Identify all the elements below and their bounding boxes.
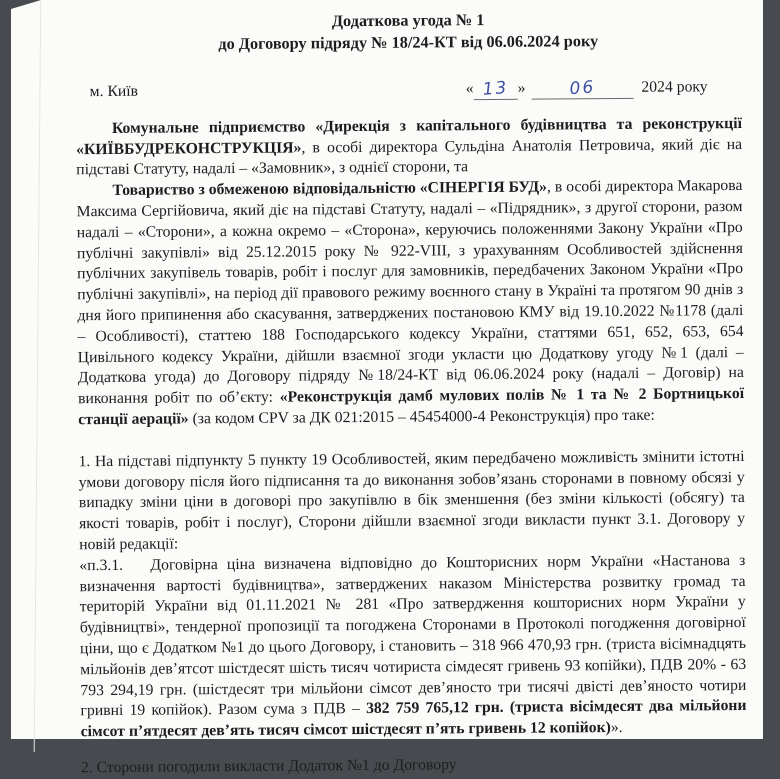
text-segment: 1. На підставі підпункту 5 пункту 19 Особливостей, яким передбачено можливість змінити істотні умови договору після його підписання та до виконання зобов’язань сторонами в повному обсязі у випадку зміни ціни в договорі про закупівлю в бік зменшення (без зміни кількості (обсягу) та якості товарів, робіт і послуг), Сторони дійшли взаємної згоди викласти пункт 3.1. Договору у новій редакції: [78, 447, 746, 554]
party-contractor-paragraph [76, 176, 744, 431]
title-line-1: Додаткова угода № 1 [331, 10, 485, 31]
scan-fold-line [34, 0, 42, 752]
text-segment: , в особі директора Сульдіна Анатолія Петровича, який діє на підставі Статуту, надалі – «Замовник», з однієї сторони, та [76, 135, 743, 179]
text-segment: ». [610, 719, 623, 737]
bold-text-segment: Комунальне підприємство «Дирекція з капітального будівництва та реконструкції «КИЇВБУДРЕКОНСТРУКЦІЯ» [76, 114, 742, 158]
year-label: 2024 року [641, 78, 708, 96]
date-group [466, 77, 742, 100]
document-page [11, 0, 763, 777]
text-segment: (за кодом CPV за ДК 021:2015 – 45454000-4 Реконструкція) про таке: [188, 406, 655, 428]
title-line-2: до Договору підряду № 18/24-КТ від 06.06.2024 року [218, 31, 599, 54]
scan-corner-shadow [11, 0, 41, 9]
bold-text-segment: Товариство з обмеженою відповідальністю «СІНЕРГІЯ БУД» [112, 178, 548, 200]
party-customer-paragraph [76, 114, 742, 182]
clause-2-paragraph-clipped [80, 753, 747, 777]
date-row [76, 77, 742, 103]
handwritten-month: 06 [568, 77, 596, 100]
handwritten-month-slot [531, 79, 633, 100]
text-segment: «п.3.1. Договірна ціна визначена відповідно до Кошторисних норм України «Настанова з визначення вартості будівництва», затверджених наказом Міністерства розвитку громад та територій України від 01.11.2021 № 281 «Про затвердження кошторисних норм України у будівництві», тендерної пропозиції та погоджена Сторонами в Протоколі погодження договірної ціни, що є Додатком №1 до цього Договору, і становить – 318 966 470,93 грн. (триста вісімнадцять мільйонів дев’ятсот шістдесят шість тисяч чотириста сімдесят гривень 93 копійки), ПДВ 20% - 63 793 294,19 грн. (шістдесят три мільйони сімсот дев’яносто три тисячі двісті дев’яносто чотири гривні 19 копійок). Разом сума з ПДВ – [79, 551, 747, 720]
document-body [76, 114, 747, 777]
clause-3-1-paragraph [79, 551, 746, 743]
text-segment: , в особі директора Макарова Максима Сергійовича, який діє на підставі Статуту, надалі – «Підрядник», з другої сторони, разом надалі – «Сторони», а кожна окремо – «Сторона», керуючись положеннями Закону України «Про публічні закупівлі» від 25.12.2015 року № 922-VIII, з урахуванням Особливостей здійснення публічних закупівель товарів, робіт і послуг для замовників, передбачених Законом України «Про публічні закупівлі», на період дії правового режиму воєнного стану в Україні та протягом 90 днів з дня його припинення або скасування, затверджених постановою КМУ від 19.10.2022 №1178 (далі – Особливості), статтею 188 Господарського кодексу України, статтями 651, 652, 653, 654 Цивільного кодексу України, дійшли взаємної згоди укласти цю Додаткову угоду №1 (далі – Додаткова угода) до Договору підряду №18/24-КТ від 06.06.2024 року (надалі – Договір) на виконання робіт по об’єкту: [76, 177, 744, 408]
document-content [75, 7, 747, 777]
bold-text-segment: 382 759 765,12 грн. (триста вісімдесят два мільйони сімсот п’ятдесят дев’ять тисяч сімсот шістдесят п’ять гривень 12 копійок) [80, 697, 747, 741]
clause-1-paragraph [78, 447, 745, 556]
open-quote: « [465, 80, 474, 98]
document-title [75, 7, 741, 56]
text-segment: 2. Сторони погодили викласти Додаток №1 до Договору [80, 756, 457, 777]
handwritten-day: 13 [481, 77, 510, 100]
bold-text-segment: «Реконструкція дамб мулових полів № 1 та № 2 Бортницької станції аерації» [78, 385, 745, 429]
handwritten-day-slot [473, 77, 517, 100]
place-label: м. Київ [89, 82, 139, 101]
close-quote: » [517, 79, 526, 97]
